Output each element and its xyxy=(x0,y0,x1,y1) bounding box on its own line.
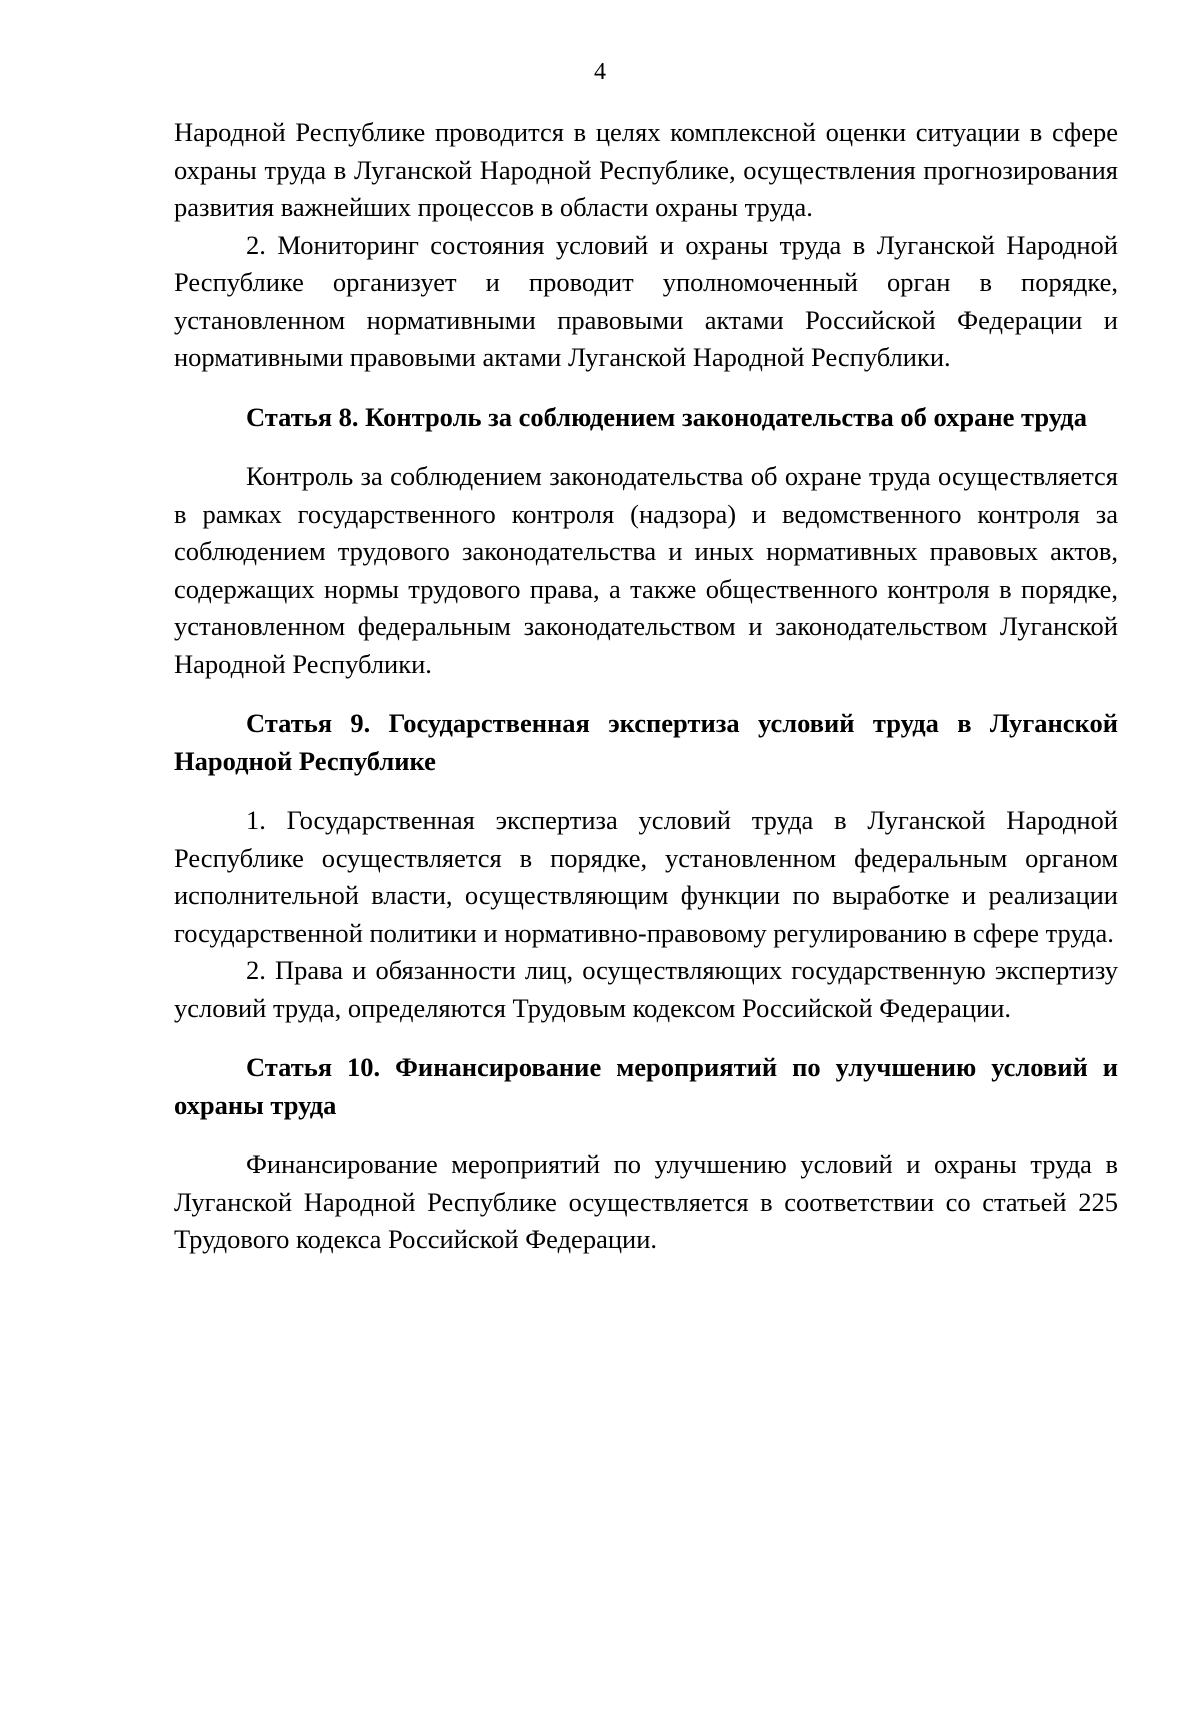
article-10-text: Финансирование мероприятий по улучшению условий и охраны труда в Луганской Народной Республике осуществляется в соответствии со статьей 225 Трудового кодекса Российской Федерации. xyxy=(174,1149,1118,1254)
article-9-paragraph-2: 2. Права и обязанности лиц, осуществляющих государственную экспертизу условий труда, определяются Трудовым кодексом Российской Федерации. xyxy=(174,955,1118,1023)
article-10-heading: Статья 10. Финансирование мероприятий по улучшению условий и охраны труда xyxy=(174,1052,1118,1120)
article-9-paragraph-1: 1. Государственная экспертиза условий труда в Луганской Народной Республике осуществляется в порядке, установленном федеральным органом исполнительной власти, осуществляющим функции по выработке и реализации государственной политики и нормативно-правовому регулированию в сфере труда. xyxy=(174,805,1118,948)
article-9-heading: Статья 9. Государственная экспертиза условий труда в Луганской Народной Республике xyxy=(174,708,1118,776)
document-body xyxy=(174,114,1118,1259)
page-number: 4 xyxy=(594,59,606,85)
article-8-heading: Статья 8. Контроль за соблюдением законодательства об охране труда xyxy=(246,401,1087,432)
intro-paragraph-monitoring: 2. Мониторинг состояния условий и охраны труда в Луганской Народной Республике организует и проводит уполномоченный орган в порядке, установленном нормативными правовыми актами Российской Федерации и нормативными правовыми актами Луганской Народной Республики. xyxy=(174,229,1118,372)
article-8-text: Контроль за соблюдением законодательства об охране труда осуществляется в рамках государственного контроля (надзора) и ведомственного контроля за соблюдением трудового законодательства и иных нормативных правовых актов, содержащих нормы трудового права, а также общественного контроля в порядке, установленном федеральным законодательством и законодательством Луганской Народной Республики. xyxy=(174,461,1118,679)
intro-paragraph-continuation: Народной Республике проводится в целях комплексной оценки ситуации в сфере охраны труда в Луганской Народной Республике, осуществления прогнозирования развития важнейших процессов в области охраны труда. xyxy=(174,117,1118,222)
